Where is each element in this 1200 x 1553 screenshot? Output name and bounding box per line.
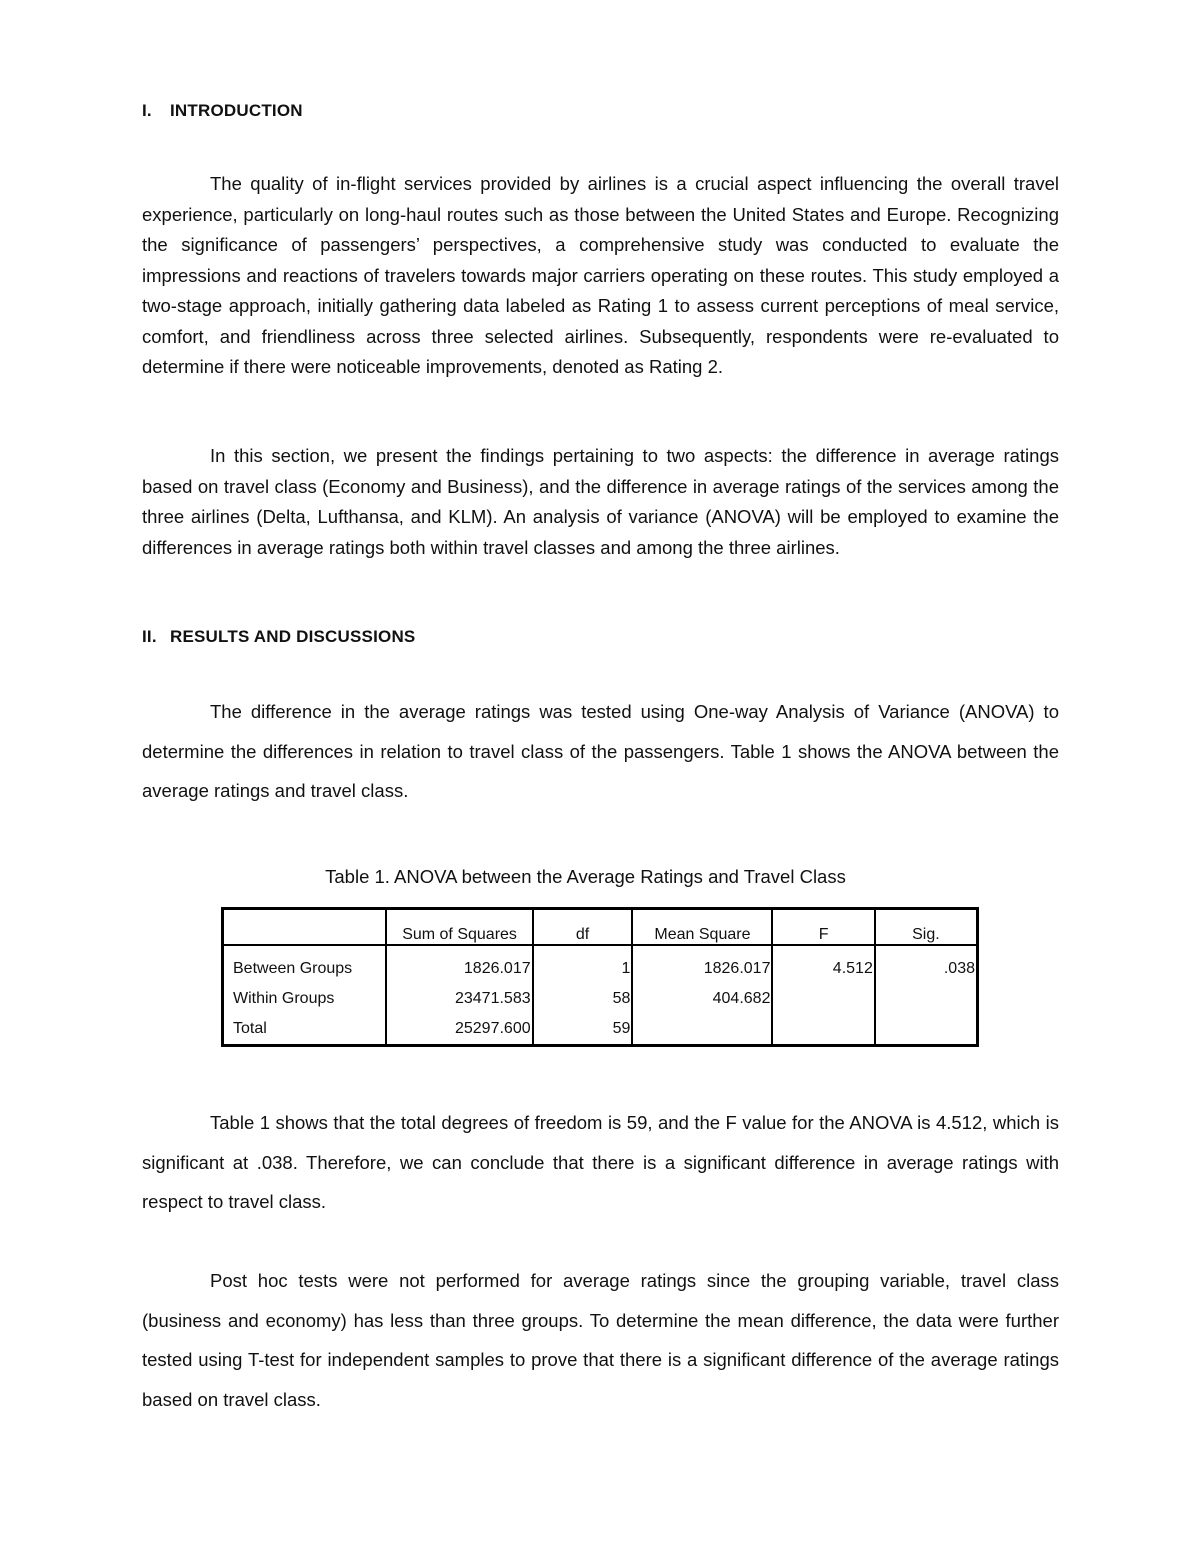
results-paragraph-3: Post hoc tests were not performed for average ratings since the grouping variable, travel class (business and economy) has less than three groups. To determine the mean difference, the data were further tested using T-test for independent samples to prove that there is a significant difference of the average ratings based on travel class. xyxy=(142,1270,1059,1410)
cell-sum-of-squares: 23471.583 xyxy=(386,984,532,1014)
table-caption: Table 1. ANOVA between the Average Ratings and Travel Class xyxy=(325,866,846,887)
anova-table xyxy=(221,907,979,1047)
cell-sig xyxy=(875,984,978,1014)
cell-df: 1 xyxy=(533,945,633,984)
section-title: RESULTS AND DISCUSSIONS xyxy=(170,627,416,646)
cell-mean-square xyxy=(632,1014,772,1046)
cell-f: 4.512 xyxy=(772,945,874,984)
cell-f xyxy=(772,984,874,1014)
table-row xyxy=(223,984,978,1014)
header-cell-f: F xyxy=(772,909,874,946)
intro-paragraph-2: In this section, we present the findings pertaining to two aspects: the difference in average ratings based on travel class (Economy and Business), and the difference in average ratings of the services among the three airlines (Delta, Lufthansa, and KLM). An analysis of variance (ANOVA) will be employed to examine the differences in average ratings both within travel classes and among the three airlines. xyxy=(142,445,1059,558)
table-header-row xyxy=(223,909,978,946)
table-row xyxy=(223,1014,978,1046)
table-row xyxy=(223,945,978,984)
header-cell-sig: Sig. xyxy=(875,909,978,946)
results-paragraph-2: Table 1 shows that the total degrees of freedom is 59, and the F value for the ANOVA is 4.512, which is significant at .038. Therefore, we can conclude that there is a significant difference in average ratings with respect to travel class. xyxy=(142,1112,1059,1212)
cell-sig: .038 xyxy=(875,945,978,984)
row-label: Total xyxy=(223,1014,387,1046)
header-cell-df: df xyxy=(533,909,633,946)
intro-paragraph-1: The quality of in-flight services provided by airlines is a crucial aspect influencing the overall travel experience, particularly on long-haul routes such as those between the United States and Europe. Recognizing the significance of passengers’ perspectives, a comprehensive study was conducted to evaluate the impressions and reactions of travelers towards major carriers operating on these routes. This study employed a two-stage approach, initially gathering data labeled as Rating 1 to assess current perceptions of meal service, comfort, and friendliness across three selected airlines. Subsequently, respondents were re-evaluated to determine if there were noticeable improvements, denoted as Rating 2. xyxy=(142,173,1059,377)
section-heading-results xyxy=(142,627,415,647)
header-cell-empty xyxy=(223,909,387,946)
cell-df: 58 xyxy=(533,984,633,1014)
section-number: II. xyxy=(142,627,157,646)
row-label: Within Groups xyxy=(223,984,387,1014)
cell-mean-square: 404.682 xyxy=(632,984,772,1014)
cell-sig xyxy=(875,1014,978,1046)
cell-sum-of-squares: 25297.600 xyxy=(386,1014,532,1046)
cell-df: 59 xyxy=(533,1014,633,1046)
cell-sum-of-squares: 1826.017 xyxy=(386,945,532,984)
header-cell-sum-of-squares: Sum of Squares xyxy=(386,909,532,946)
section-heading-introduction xyxy=(142,101,303,121)
section-number: I. xyxy=(142,101,152,120)
section-title: INTRODUCTION xyxy=(170,101,303,120)
row-label: Between Groups xyxy=(223,945,387,984)
header-cell-mean-square: Mean Square xyxy=(632,909,772,946)
results-paragraph-1: The difference in the average ratings was tested using One-way Analysis of Variance (ANOVA) to determine the differences in relation to travel class of the passengers. Table 1 shows the ANOVA between the average ratings and travel class. xyxy=(142,701,1059,801)
cell-mean-square: 1826.017 xyxy=(632,945,772,984)
cell-f xyxy=(772,1014,874,1046)
